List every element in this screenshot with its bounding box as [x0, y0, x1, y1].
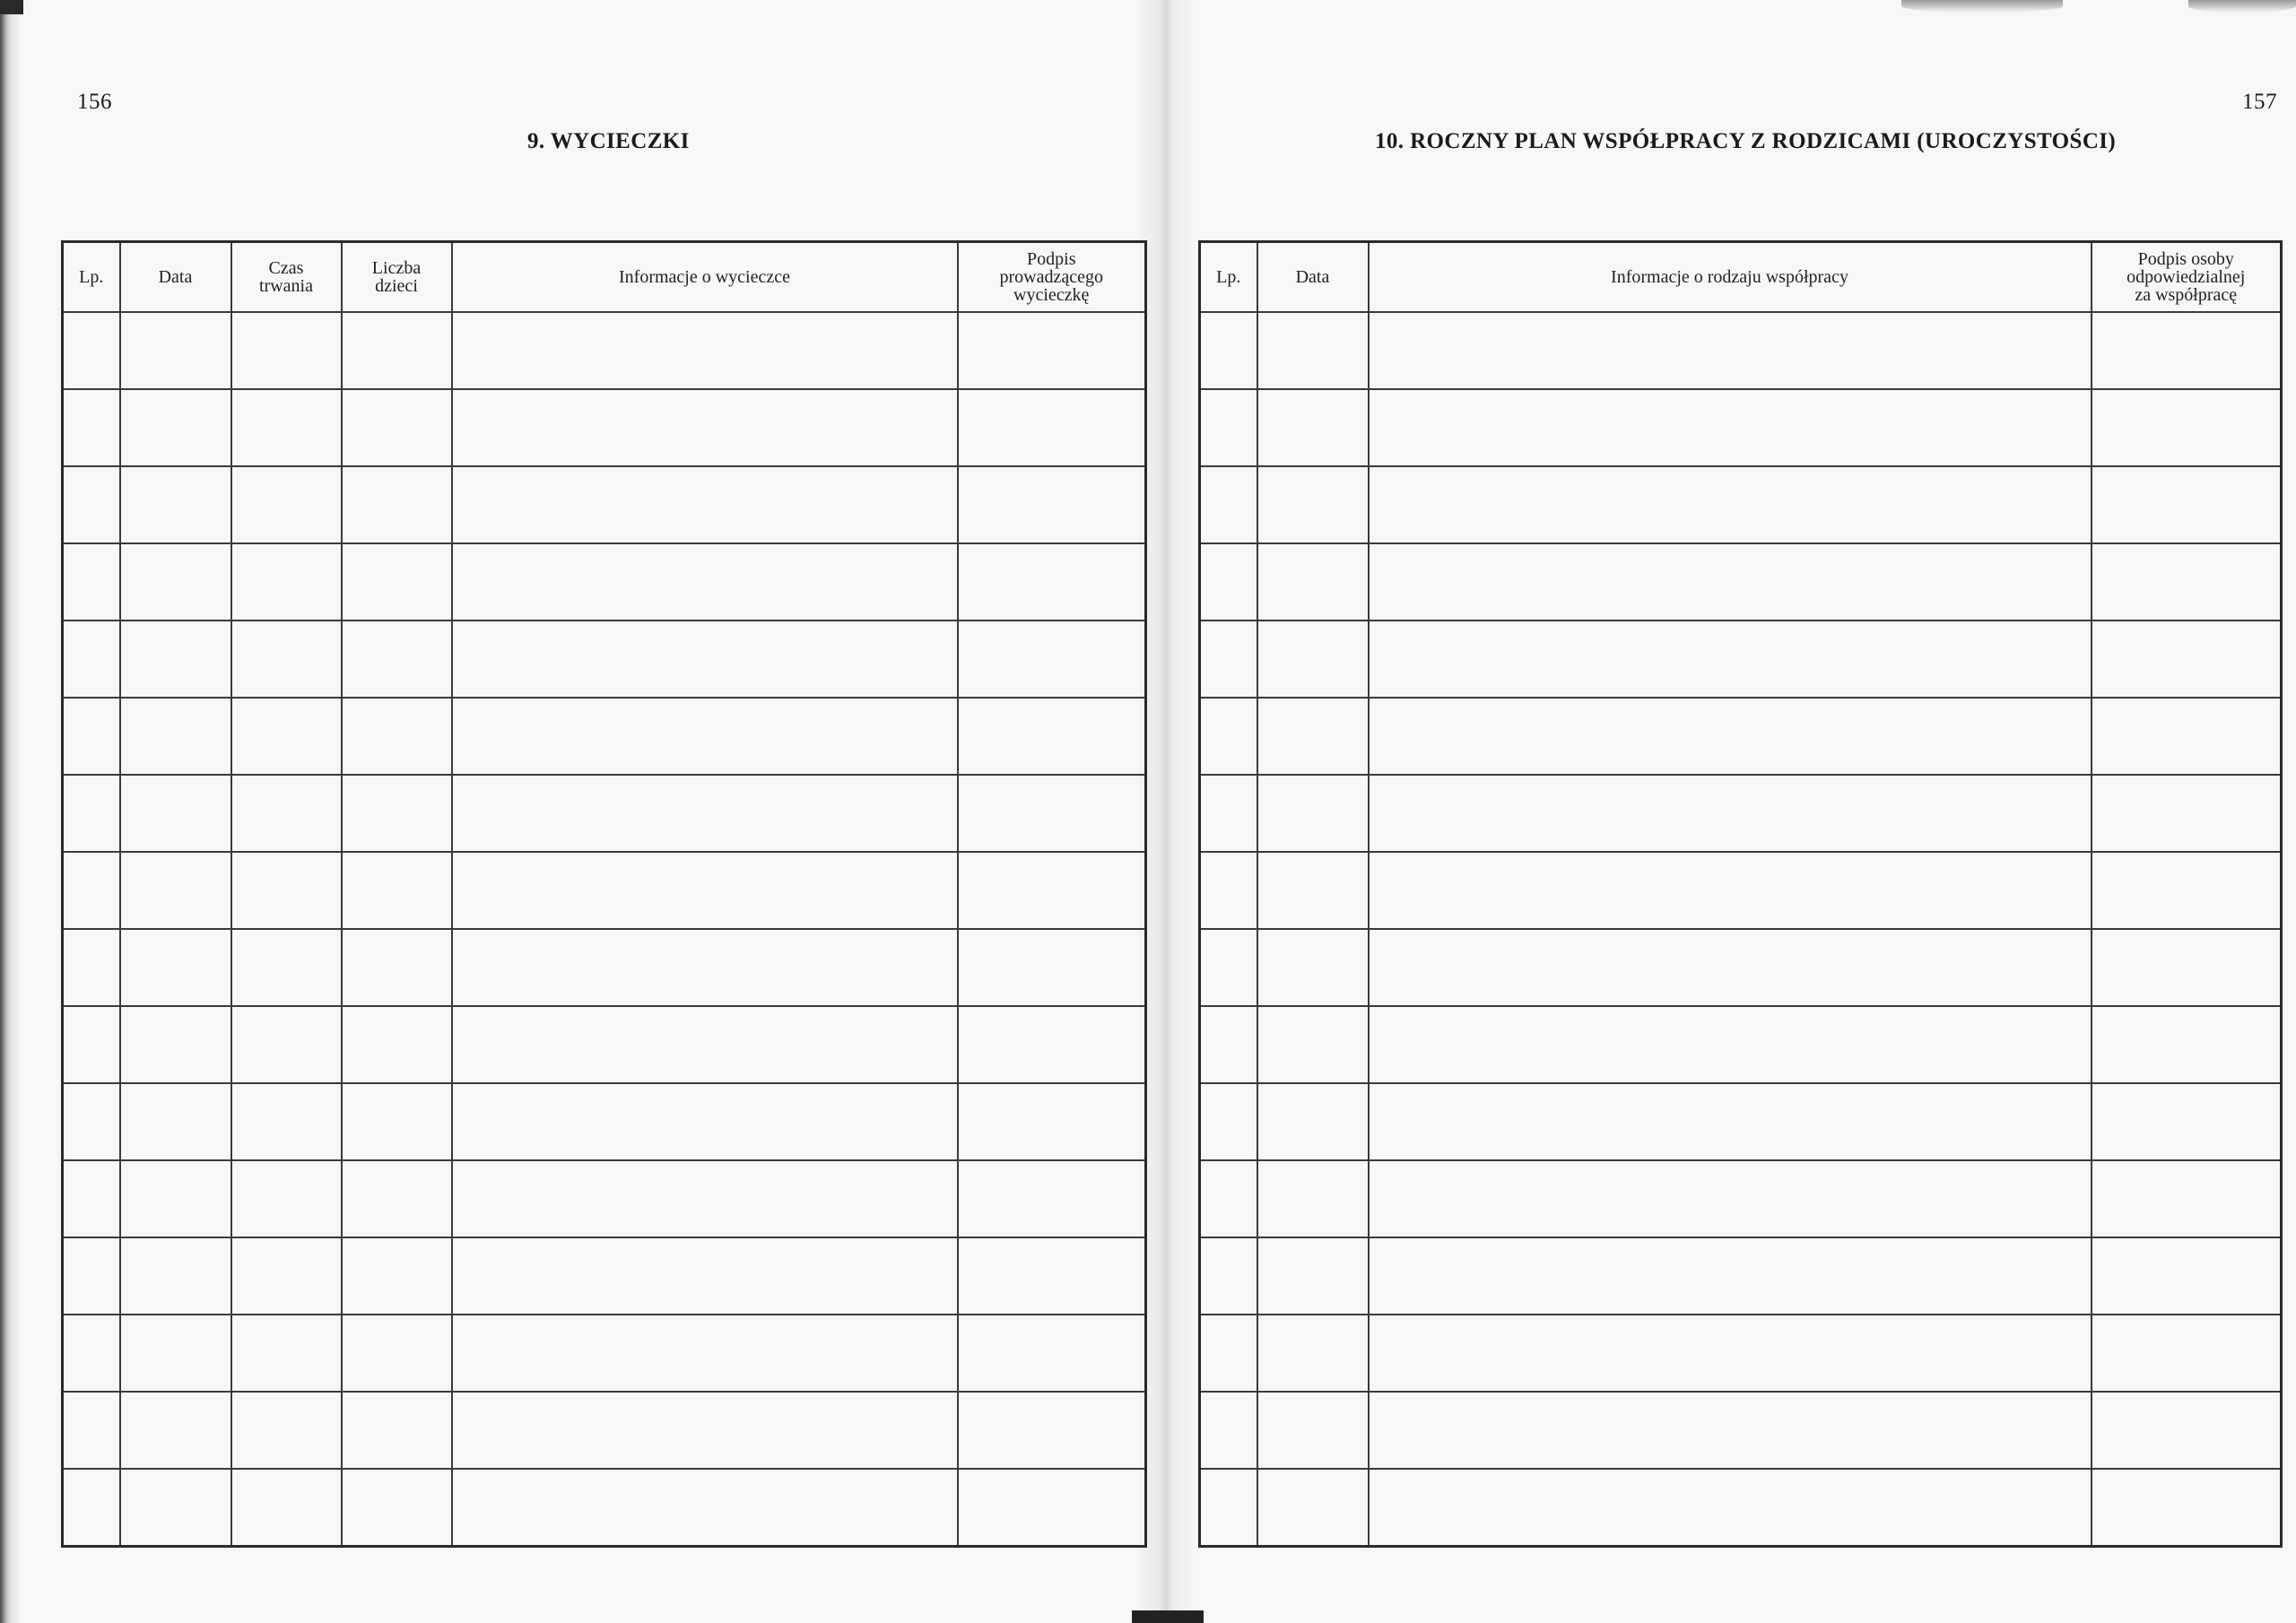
- empty-cell[interactable]: [120, 698, 231, 775]
- empty-cell[interactable]: [452, 1392, 958, 1469]
- table-row: [1200, 852, 2282, 929]
- empty-cell[interactable]: [1257, 1160, 1369, 1237]
- empty-cell[interactable]: [231, 1469, 342, 1547]
- empty-cell[interactable]: [958, 543, 1146, 621]
- empty-cell[interactable]: [120, 466, 231, 543]
- empty-cell[interactable]: [2092, 1392, 2282, 1469]
- empty-cell[interactable]: [1369, 1006, 2092, 1083]
- empty-cell[interactable]: [342, 1006, 452, 1083]
- table-row: [63, 1006, 1146, 1083]
- page-title: 9. WYCIECZKI: [527, 129, 690, 153]
- table-header-row: [1200, 242, 2282, 312]
- empty-cell[interactable]: [1257, 389, 1369, 466]
- header-leader-signature: Podpis prowadzącego wycieczkę: [958, 242, 1146, 312]
- empty-cell[interactable]: [63, 1392, 120, 1469]
- empty-cell[interactable]: [452, 543, 958, 621]
- table-header-row: [63, 242, 1146, 312]
- empty-cell[interactable]: [63, 543, 120, 621]
- page-number: 156: [77, 90, 112, 114]
- empty-cell[interactable]: [958, 852, 1146, 929]
- empty-cell[interactable]: [2092, 1237, 2282, 1315]
- table-row: [1200, 1237, 2282, 1315]
- empty-cell[interactable]: [958, 929, 1146, 1006]
- empty-cell[interactable]: [63, 389, 120, 466]
- empty-cell[interactable]: [1257, 1392, 1369, 1469]
- empty-cell[interactable]: [1369, 621, 2092, 698]
- empty-cell[interactable]: [1369, 312, 2092, 389]
- table-row: [63, 1315, 1146, 1392]
- empty-cell[interactable]: [452, 775, 958, 852]
- empty-cell[interactable]: [958, 312, 1146, 389]
- empty-cell[interactable]: [120, 1006, 231, 1083]
- empty-cell[interactable]: [2092, 1083, 2282, 1160]
- empty-cell[interactable]: [2092, 1315, 2282, 1392]
- empty-cell[interactable]: [231, 1315, 342, 1392]
- empty-cell[interactable]: [231, 852, 342, 929]
- empty-cell[interactable]: [120, 543, 231, 621]
- page-number: 157: [2242, 90, 2277, 114]
- table-row: [63, 698, 1146, 775]
- empty-cell[interactable]: [63, 1237, 120, 1315]
- empty-cell[interactable]: [1369, 698, 2092, 775]
- empty-cell[interactable]: [1369, 775, 2092, 852]
- empty-cell[interactable]: [452, 1469, 958, 1547]
- empty-cell[interactable]: [63, 1160, 120, 1237]
- empty-cell[interactable]: [1200, 621, 1257, 698]
- empty-cell[interactable]: [958, 698, 1146, 775]
- table-row: [1200, 698, 2282, 775]
- empty-cell[interactable]: [1257, 543, 1369, 621]
- empty-cell[interactable]: [1200, 312, 1257, 389]
- header-lp: Lp.: [1200, 242, 1257, 312]
- header-duration: Czas trwania: [231, 242, 342, 312]
- empty-cell[interactable]: [958, 1237, 1146, 1315]
- empty-cell[interactable]: [1369, 1315, 2092, 1392]
- empty-cell[interactable]: [231, 389, 342, 466]
- empty-cell[interactable]: [342, 1160, 452, 1237]
- empty-cell[interactable]: [1200, 389, 1257, 466]
- empty-cell[interactable]: [1200, 698, 1257, 775]
- page-title: 10. ROCZNY PLAN WSPÓŁPRACY Z RODZICAMI (UROCZYSTOŚCI): [1375, 129, 2117, 153]
- empty-cell[interactable]: [231, 543, 342, 621]
- empty-cell[interactable]: [452, 1083, 958, 1160]
- table-row: [1200, 543, 2282, 621]
- empty-cell[interactable]: [958, 621, 1146, 698]
- empty-cell[interactable]: [342, 1392, 452, 1469]
- empty-cell[interactable]: [1369, 466, 2092, 543]
- empty-cell[interactable]: [452, 312, 958, 389]
- empty-cell[interactable]: [1257, 1083, 1369, 1160]
- empty-cell[interactable]: [231, 1160, 342, 1237]
- table-row: [63, 312, 1146, 389]
- table-body: [63, 312, 1146, 1547]
- table-row: [1200, 466, 2282, 543]
- empty-cell[interactable]: [1257, 312, 1369, 389]
- empty-cell[interactable]: [120, 1237, 231, 1315]
- empty-cell[interactable]: [1369, 389, 2092, 466]
- empty-cell[interactable]: [63, 312, 120, 389]
- table-row: [1200, 1160, 2282, 1237]
- empty-cell[interactable]: [231, 1006, 342, 1083]
- header-date: Data: [120, 242, 231, 312]
- empty-cell[interactable]: [2092, 698, 2282, 775]
- empty-cell[interactable]: [342, 312, 452, 389]
- empty-cell[interactable]: [958, 1160, 1146, 1237]
- empty-cell[interactable]: [1200, 1237, 1257, 1315]
- empty-cell[interactable]: [1200, 1160, 1257, 1237]
- table-row: [63, 389, 1146, 466]
- empty-cell[interactable]: [1200, 543, 1257, 621]
- empty-cell[interactable]: [1200, 1315, 1257, 1392]
- empty-cell[interactable]: [1200, 1006, 1257, 1083]
- empty-cell[interactable]: [1257, 698, 1369, 775]
- empty-cell[interactable]: [1200, 1469, 1257, 1547]
- empty-cell[interactable]: [452, 466, 958, 543]
- empty-cell[interactable]: [342, 1469, 452, 1547]
- table-row: [63, 621, 1146, 698]
- empty-cell[interactable]: [2092, 1006, 2282, 1083]
- empty-cell[interactable]: [2092, 1160, 2282, 1237]
- empty-cell[interactable]: [120, 1315, 231, 1392]
- empty-cell[interactable]: [1369, 543, 2092, 621]
- empty-cell[interactable]: [231, 1237, 342, 1315]
- empty-cell[interactable]: [1257, 1006, 1369, 1083]
- empty-cell[interactable]: [63, 466, 120, 543]
- empty-cell[interactable]: [63, 852, 120, 929]
- table-row: [1200, 929, 2282, 1006]
- empty-cell[interactable]: [231, 466, 342, 543]
- empty-cell[interactable]: [1257, 1315, 1369, 1392]
- empty-cell[interactable]: [342, 775, 452, 852]
- empty-cell[interactable]: [120, 1083, 231, 1160]
- table-row: [63, 1469, 1146, 1547]
- empty-cell[interactable]: [63, 1083, 120, 1160]
- empty-cell[interactable]: [120, 1469, 231, 1547]
- empty-cell[interactable]: [342, 929, 452, 1006]
- empty-cell[interactable]: [342, 389, 452, 466]
- empty-cell[interactable]: [1369, 852, 2092, 929]
- header-excursion-info: Informacje o wycieczce: [452, 242, 958, 312]
- empty-cell[interactable]: [1257, 621, 1369, 698]
- table-row: [63, 543, 1146, 621]
- empty-cell[interactable]: [2092, 621, 2282, 698]
- empty-cell[interactable]: [958, 389, 1146, 466]
- empty-cell[interactable]: [452, 698, 958, 775]
- empty-cell[interactable]: [63, 621, 120, 698]
- table-row: [1200, 312, 2282, 389]
- table-row: [63, 1392, 1146, 1469]
- header-date: Data: [1257, 242, 1369, 312]
- empty-cell[interactable]: [958, 1392, 1146, 1469]
- table-row: [1200, 1315, 2282, 1392]
- header-lp: Lp.: [63, 242, 120, 312]
- empty-cell[interactable]: [1200, 775, 1257, 852]
- parent-cooperation-table: [1198, 240, 2283, 1548]
- empty-cell[interactable]: [2092, 466, 2282, 543]
- empty-cell[interactable]: [342, 543, 452, 621]
- empty-cell[interactable]: [231, 698, 342, 775]
- empty-cell[interactable]: [120, 775, 231, 852]
- empty-cell[interactable]: [1200, 1083, 1257, 1160]
- empty-cell[interactable]: [120, 852, 231, 929]
- table-row: [1200, 1006, 2282, 1083]
- empty-cell[interactable]: [452, 1237, 958, 1315]
- empty-cell[interactable]: [1257, 929, 1369, 1006]
- empty-cell[interactable]: [63, 1315, 120, 1392]
- table-row: [1200, 1083, 2282, 1160]
- empty-cell[interactable]: [2092, 852, 2282, 929]
- table-row: [1200, 775, 2282, 852]
- empty-cell[interactable]: [63, 775, 120, 852]
- empty-cell[interactable]: [231, 621, 342, 698]
- header-responsible-signature: Podpis osoby odpowiedzialnej za współpracę: [2092, 242, 2282, 312]
- empty-cell[interactable]: [1369, 1160, 2092, 1237]
- table-row: [1200, 389, 2282, 466]
- empty-cell[interactable]: [120, 1392, 231, 1469]
- empty-cell[interactable]: [1369, 1469, 2092, 1547]
- empty-cell[interactable]: [2092, 543, 2282, 621]
- empty-cell[interactable]: [452, 1006, 958, 1083]
- empty-cell[interactable]: [120, 1160, 231, 1237]
- empty-cell[interactable]: [1257, 775, 1369, 852]
- table-row: [1200, 1469, 2282, 1547]
- empty-cell[interactable]: [342, 1237, 452, 1315]
- empty-cell[interactable]: [1369, 1083, 2092, 1160]
- table-body: [1200, 312, 2282, 1547]
- empty-cell[interactable]: [63, 698, 120, 775]
- empty-cell[interactable]: [231, 775, 342, 852]
- table-row: [63, 1160, 1146, 1237]
- header-cooperation-info: Informacje o rodzaju współpracy: [1369, 242, 2092, 312]
- empty-cell[interactable]: [2092, 775, 2282, 852]
- empty-cell[interactable]: [342, 698, 452, 775]
- empty-cell[interactable]: [452, 852, 958, 929]
- empty-cell[interactable]: [1257, 1469, 1369, 1547]
- empty-cell[interactable]: [63, 1006, 120, 1083]
- header-children-count: Liczba dzieci: [342, 242, 452, 312]
- empty-cell[interactable]: [342, 466, 452, 543]
- empty-cell[interactable]: [1200, 852, 1257, 929]
- table-row: [63, 1237, 1146, 1315]
- empty-cell[interactable]: [231, 1392, 342, 1469]
- empty-cell[interactable]: [1257, 466, 1369, 543]
- empty-cell[interactable]: [231, 929, 342, 1006]
- table-row: [63, 466, 1146, 543]
- empty-cell[interactable]: [231, 312, 342, 389]
- empty-cell[interactable]: [342, 621, 452, 698]
- empty-cell[interactable]: [1200, 929, 1257, 1006]
- empty-cell[interactable]: [958, 466, 1146, 543]
- empty-cell[interactable]: [1200, 466, 1257, 543]
- empty-cell[interactable]: [1257, 1237, 1369, 1315]
- empty-cell[interactable]: [958, 1083, 1146, 1160]
- empty-cell[interactable]: [120, 929, 231, 1006]
- empty-cell[interactable]: [1369, 929, 2092, 1006]
- empty-cell[interactable]: [1369, 1237, 2092, 1315]
- empty-cell[interactable]: [2092, 929, 2282, 1006]
- excursions-table: [61, 240, 1147, 1548]
- empty-cell[interactable]: [452, 621, 958, 698]
- empty-cell[interactable]: [1200, 1392, 1257, 1469]
- empty-cell[interactable]: [2092, 1469, 2282, 1547]
- right-page: [1166, 0, 2296, 1623]
- empty-cell[interactable]: [958, 775, 1146, 852]
- empty-cell[interactable]: [120, 621, 231, 698]
- table-row: [1200, 1392, 2282, 1469]
- empty-cell[interactable]: [958, 1006, 1146, 1083]
- empty-cell[interactable]: [120, 312, 231, 389]
- table-row: [63, 775, 1146, 852]
- empty-cell[interactable]: [231, 1083, 342, 1160]
- table-row: [63, 929, 1146, 1006]
- empty-cell[interactable]: [2092, 312, 2282, 389]
- table-row: [1200, 621, 2282, 698]
- empty-cell[interactable]: [342, 1315, 452, 1392]
- empty-cell[interactable]: [452, 1315, 958, 1392]
- empty-cell[interactable]: [1369, 1392, 2092, 1469]
- empty-cell[interactable]: [342, 852, 452, 929]
- empty-cell[interactable]: [2092, 389, 2282, 466]
- table-row: [63, 1083, 1146, 1160]
- table-row: [63, 852, 1146, 929]
- empty-cell[interactable]: [120, 389, 231, 466]
- empty-cell[interactable]: [63, 929, 120, 1006]
- empty-cell[interactable]: [63, 1469, 120, 1547]
- empty-cell[interactable]: [452, 1160, 958, 1237]
- empty-cell[interactable]: [452, 929, 958, 1006]
- empty-cell[interactable]: [1257, 852, 1369, 929]
- empty-cell[interactable]: [342, 1083, 452, 1160]
- empty-cell[interactable]: [958, 1315, 1146, 1392]
- empty-cell[interactable]: [958, 1469, 1146, 1547]
- empty-cell[interactable]: [452, 389, 958, 466]
